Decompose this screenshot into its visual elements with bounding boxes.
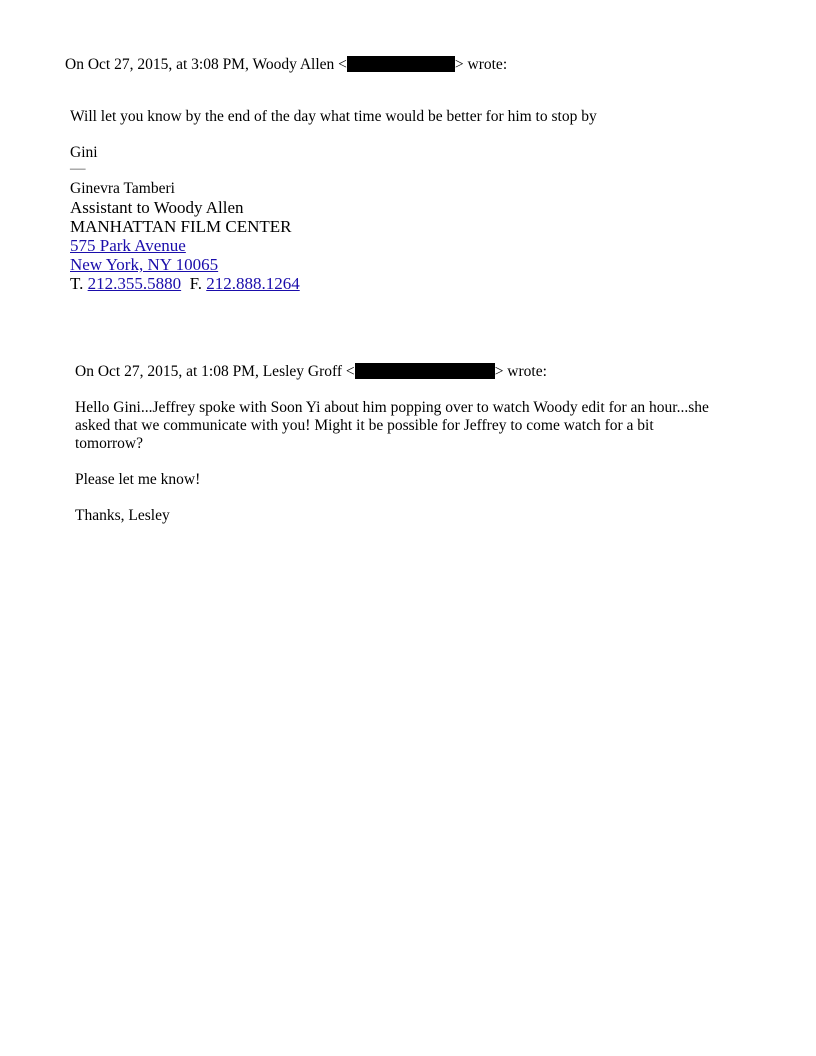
email2-paragraph2: Please let me know! [75,471,201,488]
tel-label: T. [70,274,84,293]
email2-header [75,363,547,381]
email2-paragraph1-line1: Hello Gini...Jeffrey spoke with Soon Yi about him popping over to watch Woody edit for an hour...she [75,399,709,416]
signature-phone-line [70,274,300,293]
tel-link[interactable]: 212.355.5880 [87,274,182,293]
email1-header-suffix: > wrote: [454,56,508,73]
email1-header [65,56,507,74]
email2-header-suffix: > wrote: [494,363,547,380]
email2-header-prefix: On Oct 27, 2015, at 1:08 PM, Lesley Groff < [75,363,355,380]
signature-company: MANHATTAN FILM CENTER [70,217,292,236]
signature-separator: — [70,160,86,177]
email2-redacted-address [355,363,495,379]
signature-address-line1-link[interactable] [70,236,186,255]
email1-signoff: Gini [70,144,98,161]
signature-address-line2[interactable]: New York, NY 10065 [70,255,219,274]
signature-role: Assistant to Woody Allen [70,198,244,217]
email1-header-prefix: On Oct 27, 2015, at 3:08 PM, Woody Allen < [65,56,347,73]
fax-link[interactable]: 212.888.1264 [206,274,300,293]
signature-address-line2-link[interactable] [70,255,218,274]
signature-address-line1[interactable]: 575 Park Avenue [70,236,186,255]
email2-paragraph3: Thanks, Lesley [75,507,170,524]
email1-redacted-address [347,56,455,72]
signature-name: Ginevra Tamberi [70,180,175,197]
fax-label: F. [189,274,202,293]
email1-body: Will let you know by the end of the day what time would be better for him to stop by [70,108,597,125]
email2-paragraph1-line3: tomorrow? [75,435,144,452]
email2-paragraph1-line2: asked that we communicate with you! Might it be possible for Jeffrey to come watch for a bit [75,417,654,434]
